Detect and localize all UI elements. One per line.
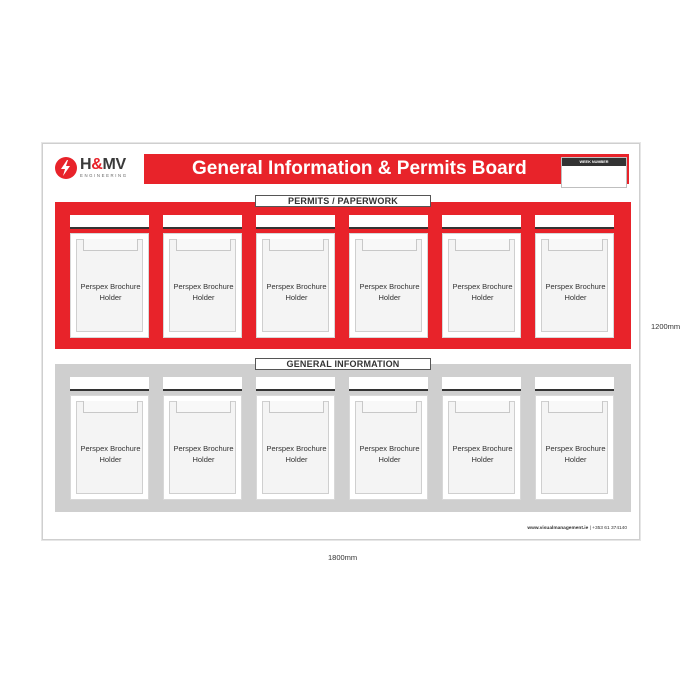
holder-label: Perspex Brochure Holder (173, 444, 234, 464)
label-strip (163, 215, 242, 229)
permits-holder-row (70, 215, 614, 338)
width-dimension: 1800mm (328, 553, 358, 562)
brochure-holder (70, 215, 149, 338)
brochure-holder (349, 215, 428, 338)
board-title: General Information & Permits Board (192, 158, 527, 179)
footer-website: www.visualmanagement.ie (527, 526, 589, 531)
label-strip (256, 377, 335, 391)
perspex-pocket (70, 233, 149, 338)
label-strip (163, 377, 242, 391)
permits-section-label: PERMITS / PAPERWORK (255, 195, 431, 207)
brochure-holder (442, 377, 521, 500)
perspex-pocket (163, 233, 242, 338)
company-logo (55, 155, 143, 181)
footer-phone: +353 61 374140 (592, 526, 627, 531)
label-strip (256, 215, 335, 229)
brochure-holder (535, 215, 614, 338)
notice-board (42, 143, 640, 540)
logo-subtitle: ENGINEERING (80, 173, 128, 179)
perspex-pocket (442, 233, 521, 338)
lightning-bolt-icon (55, 157, 77, 179)
week-number-label: WEEK NUMBER (562, 158, 626, 166)
holder-label: Perspex Brochure Holder (452, 444, 513, 464)
label-strip (535, 377, 614, 391)
brochure-holder (70, 377, 149, 500)
perspex-pocket (70, 395, 149, 500)
week-number-box (561, 157, 627, 188)
brochure-holder (535, 377, 614, 500)
label-strip (442, 215, 521, 229)
label-strip (70, 377, 149, 391)
brochure-holder (256, 377, 335, 500)
label-strip (349, 377, 428, 391)
holder-label: Perspex Brochure Holder (80, 282, 141, 302)
holder-label: Perspex Brochure Holder (266, 444, 327, 464)
permits-section (55, 202, 631, 349)
logo-name: H&MV (80, 156, 126, 174)
perspex-pocket (535, 233, 614, 338)
brochure-holder (349, 377, 428, 500)
brochure-holder (163, 377, 242, 500)
perspex-pocket (256, 233, 335, 338)
holder-label: Perspex Brochure Holder (173, 282, 234, 302)
brochure-holder (163, 215, 242, 338)
label-strip (535, 215, 614, 229)
perspex-pocket (442, 395, 521, 500)
perspex-pocket (349, 395, 428, 500)
general-section-label: GENERAL INFORMATION (255, 358, 431, 370)
holder-label: Perspex Brochure Holder (545, 444, 606, 464)
brochure-holder (256, 215, 335, 338)
title-banner (144, 154, 629, 184)
label-strip (442, 377, 521, 391)
brochure-holder (442, 215, 521, 338)
perspex-pocket (535, 395, 614, 500)
general-information-section (55, 364, 631, 512)
holder-label: Perspex Brochure Holder (452, 282, 513, 302)
perspex-pocket (163, 395, 242, 500)
holder-label: Perspex Brochure Holder (359, 282, 420, 302)
holder-label: Perspex Brochure Holder (266, 282, 327, 302)
holder-label: Perspex Brochure Holder (545, 282, 606, 302)
label-strip (349, 215, 428, 229)
general-holder-row (70, 377, 614, 500)
perspex-pocket (256, 395, 335, 500)
perspex-pocket (349, 233, 428, 338)
holder-label: Perspex Brochure Holder (80, 444, 141, 464)
holder-label: Perspex Brochure Holder (359, 444, 420, 464)
height-dimension: 1200mm (651, 322, 681, 331)
footer-contact: www.visualmanagement.ie | +353 61 374140 (527, 526, 627, 531)
label-strip (70, 215, 149, 229)
